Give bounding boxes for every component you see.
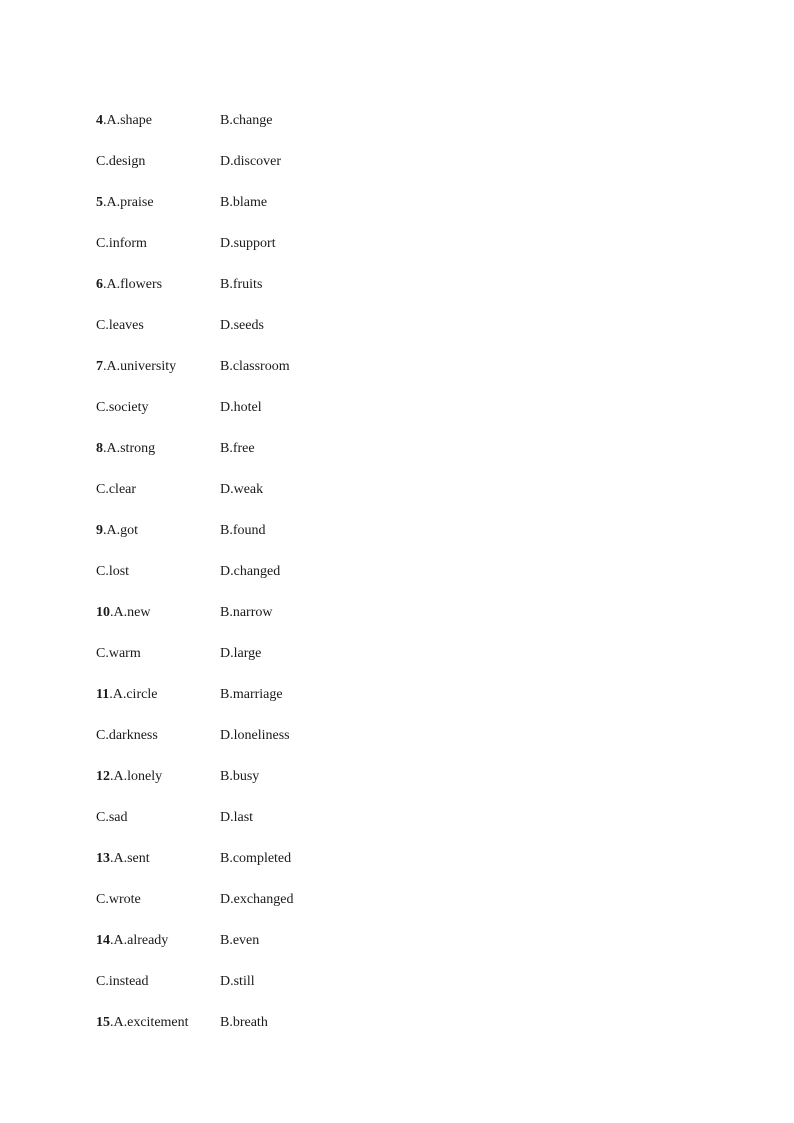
question-row-ab bbox=[96, 920, 696, 961]
option-c: C.darkness bbox=[96, 727, 158, 743]
question-row-cd bbox=[96, 223, 696, 264]
option-b: B.marriage bbox=[220, 686, 283, 702]
option-a: 12.A.lonely bbox=[96, 768, 163, 784]
option-b: B.narrow bbox=[220, 604, 273, 620]
question-list bbox=[96, 100, 696, 1043]
question-row-cd bbox=[96, 469, 696, 510]
question-number: 11 bbox=[96, 686, 110, 702]
option-b: B.breath bbox=[220, 1014, 268, 1030]
question-row-ab bbox=[96, 264, 696, 305]
option-c: C.design bbox=[96, 153, 146, 169]
question-row-cd bbox=[96, 141, 696, 182]
option-b: B.classroom bbox=[220, 358, 290, 374]
question-number: 5 bbox=[96, 194, 103, 210]
option-c: C.society bbox=[96, 399, 149, 415]
question-number: 15 bbox=[96, 1014, 110, 1030]
question-row-ab bbox=[96, 182, 696, 223]
option-a: 15.A.excitement bbox=[96, 1014, 189, 1030]
question-number: 10 bbox=[96, 604, 110, 620]
question-row-ab bbox=[96, 838, 696, 879]
option-c: C.warm bbox=[96, 645, 141, 661]
option-d: D.hotel bbox=[220, 399, 262, 415]
option-a: 4.A.shape bbox=[96, 112, 152, 128]
question-row-cd bbox=[96, 305, 696, 346]
question-number: 8 bbox=[96, 440, 103, 456]
question-row-ab bbox=[96, 756, 696, 797]
option-a: 11.A.circle bbox=[96, 686, 158, 702]
option-d: D.discover bbox=[220, 153, 282, 169]
option-d: D.still bbox=[220, 973, 255, 989]
option-d: D.loneliness bbox=[220, 727, 290, 743]
option-a: 9.A.got bbox=[96, 522, 138, 538]
option-b: B.found bbox=[220, 522, 266, 538]
option-c: C.leaves bbox=[96, 317, 144, 333]
question-number: 6 bbox=[96, 276, 103, 292]
option-b: B.completed bbox=[220, 850, 292, 866]
option-a: 10.A.new bbox=[96, 604, 151, 620]
question-number: 9 bbox=[96, 522, 103, 538]
option-a: 13.A.sent bbox=[96, 850, 150, 866]
option-c: C.wrote bbox=[96, 891, 141, 907]
question-row-cd bbox=[96, 715, 696, 756]
question-row-ab bbox=[96, 346, 696, 387]
question-number: 13 bbox=[96, 850, 110, 866]
option-c: C.clear bbox=[96, 481, 137, 497]
question-row-cd bbox=[96, 879, 696, 920]
option-b: B.free bbox=[220, 440, 255, 456]
option-c: C.sad bbox=[96, 809, 128, 825]
question-row-cd bbox=[96, 797, 696, 838]
question-number: 12 bbox=[96, 768, 110, 784]
option-b: B.busy bbox=[220, 768, 260, 784]
option-d: D.changed bbox=[220, 563, 281, 579]
question-number: 14 bbox=[96, 932, 110, 948]
question-row-ab bbox=[96, 1002, 696, 1043]
option-d: D.seeds bbox=[220, 317, 264, 333]
question-row-ab bbox=[96, 592, 696, 633]
option-d: D.large bbox=[220, 645, 262, 661]
question-row-ab bbox=[96, 100, 696, 141]
option-b: B.change bbox=[220, 112, 273, 128]
option-d: D.last bbox=[220, 809, 254, 825]
question-row-cd bbox=[96, 961, 696, 1002]
option-b: B.fruits bbox=[220, 276, 263, 292]
question-row-ab bbox=[96, 674, 696, 715]
question-number: 7 bbox=[96, 358, 103, 374]
option-c: C.lost bbox=[96, 563, 130, 579]
option-a: 8.A.strong bbox=[96, 440, 156, 456]
option-d: D.weak bbox=[220, 481, 264, 497]
option-a: 14.A.already bbox=[96, 932, 169, 948]
question-row-ab bbox=[96, 510, 696, 551]
option-a: 7.A.university bbox=[96, 358, 177, 374]
option-c: C.instead bbox=[96, 973, 149, 989]
option-c: C.inform bbox=[96, 235, 147, 251]
option-a: 6.A.flowers bbox=[96, 276, 163, 292]
question-row-cd bbox=[96, 551, 696, 592]
option-b: B.blame bbox=[220, 194, 268, 210]
option-d: D.support bbox=[220, 235, 276, 251]
question-row-ab bbox=[96, 428, 696, 469]
question-row-cd bbox=[96, 633, 696, 674]
option-a: 5.A.praise bbox=[96, 194, 154, 210]
option-d: D.exchanged bbox=[220, 891, 294, 907]
question-number: 4 bbox=[96, 112, 103, 128]
question-row-cd bbox=[96, 387, 696, 428]
option-b: B.even bbox=[220, 932, 260, 948]
